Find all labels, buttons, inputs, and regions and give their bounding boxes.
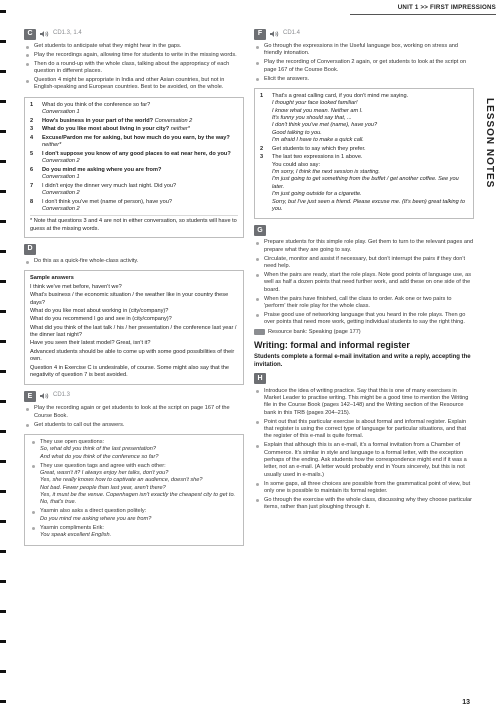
section-h-head: [254, 373, 474, 385]
answer-bullet: They use question tags and agree with each other: Great, wasn't it? I always enjoy her talks, don't you? Yes, she really knows how to captivate an audience, doesn't she? Not bad. Fewer people than last year, aren't there? Yes, it must be the venue. Copenhagen isn't exactly the cheapest city to get to. No, that's true.: [30, 463, 238, 507]
bullet: When the pairs are ready, start the role plays. Note good points of language use, as well as half a dozen points that need further work, and add these on one side of the board.: [254, 272, 474, 294]
bullet: Go through the exercise with the whole class, discussing why they choose particular items, rather than just ploughing through it.: [254, 497, 474, 512]
bullet: Get students to anticipate what they might hear in the gaps.: [24, 43, 244, 50]
header-divider: [350, 14, 496, 15]
answers-c-box: [24, 97, 244, 238]
bullet: Elicit the answers.: [254, 76, 474, 83]
side-label: LESSON NOTES: [484, 98, 495, 189]
audio-label: CD1.3, 1.4: [53, 30, 82, 37]
bullet: Prepare students for this simple role play. Get them to turn to the relevant pages and prepare what they are going to say.: [254, 239, 474, 254]
bullet: Then do a round-up with the whole class, talking about the appropriacy of each question in different places.: [24, 61, 244, 76]
section-e-head: [24, 390, 244, 402]
bullet: Play the recordings again, allowing time for students to write in the missing words.: [24, 52, 244, 59]
resource-bank: [254, 329, 474, 336]
section-g-bullets: [254, 239, 474, 326]
sample-line: What's business / the economic situation / the weather like in your country these days?: [30, 292, 229, 306]
bullet: Point out that this particular exercise is about formal and informal register. Explain that register is using the correct type of language for particular situations, and that the register of this e-mail is quite formal.: [254, 419, 474, 441]
bullet: Do this as a quick-fire whole-class activity.: [24, 258, 244, 265]
bullet: When the pairs have finished, call the class to order. Ask one or two pairs to 'perform' their role play for the whole class.: [254, 296, 474, 311]
section-letter: H: [254, 373, 266, 384]
answer-item: 3 What do you like most about living in your city? neither*: [30, 126, 190, 133]
sample-line: What do you recommend I go and see in (city/company)?: [30, 316, 172, 323]
bullet: Introduce the idea of writing practice. Say that this is one of many exercises in Market Leader to practise writing. This might be a good time to mention the Writing file in the Course Book (pages 142–148) and the Writing section of the Resource bank in this TRB (pages 204–215).: [254, 388, 474, 418]
answer-bullet: Yasmin also asks a direct question politely: Do you mind me asking where you are from?: [30, 508, 238, 523]
bullet: Question 4 might be appropriate in India and other Asian countries, but not in English-speaking and European countries. Best to be avoided, on the whole.: [24, 77, 244, 92]
section-letter: D: [24, 244, 36, 255]
bullet: Play the recording again or get students to look at the script on page 167 of the Course Book.: [24, 405, 244, 420]
section-g-head: [254, 224, 474, 236]
section-e-bullets: [24, 405, 244, 429]
sample-title: Sample answers: [30, 275, 74, 282]
answer-item: 4 Excuse/Pardon me for asking, but how much do you earn, by the way? neither*: [30, 134, 230, 149]
sample-line: What do you like most about working in (city/company)?: [30, 307, 169, 314]
sample-line: Advanced students should be able to come up with some good possibilities of their own.: [30, 348, 235, 363]
sample-line: What did you think of the last talk / his / her presentation / the conference last year / the dinner last night?: [30, 324, 237, 339]
sample-line: Question 4 in Exercise C is undesirable, of course. Some might also say that the negativity of question 7 is best avoided.: [30, 364, 229, 378]
bullet: Praise good use of networking language that you heard in the role plays. Then go over points that need more work, getting individual students to say the right thing.: [254, 312, 474, 327]
page-header: UNIT 1 >> FIRST IMPRESSIONS: [397, 4, 496, 11]
answers-f-box: [254, 88, 474, 220]
resource-text: Resource bank: Speaking (page 177): [268, 328, 361, 335]
answer-bullet: They use open questions: So, what did you think of the last presentation? And what do you think of the conference so far?: [30, 439, 238, 461]
bullet: Play the recording of Conversation 2 again, or get students to look at the script on page 167 of the Course Book.: [254, 59, 474, 74]
answers-e-box: [24, 434, 244, 546]
section-f-bullets: [254, 43, 474, 83]
left-column: [24, 28, 244, 551]
page-number: 13: [462, 698, 470, 706]
answer-item: 8 I don't think you've met (name of person), have you? Conversation 2: [30, 198, 172, 212]
writing-subtitle: Students complete a formal e-mail invitation and write a reply, accepting the invitation.: [254, 353, 471, 368]
answer-item: 2 How's business in your part of the world? Conversation 2: [30, 117, 193, 124]
section-d-head: [24, 243, 244, 255]
footnote: * Note that questions 3 and 4 are not in either conversation, so students will have to guess at the missing words.: [30, 215, 238, 233]
answer-item: 5 I don't suppose you know of any good places to eat near here, do you? Conversation 2: [30, 150, 231, 165]
answer-item: 6 Do you mind me asking where you are from? Conversation 1: [30, 166, 162, 181]
section-letter: F: [254, 29, 266, 40]
section-letter: G: [254, 225, 266, 236]
section-letter: E: [24, 391, 36, 402]
section-letter: C: [24, 29, 36, 40]
section-f-head: [254, 28, 474, 40]
section-d-bullets: [24, 258, 244, 265]
answer-item: 1 That's a great calling card, if you don't mind me saying. I thought your face looked familiar! I know what you mean. Neither am I. It's funny you should say that, ... I don't think you've met (name), have you? Good talking to you. I'm afraid I have to make a quick call.: [260, 92, 409, 144]
audio-label: CD1.3: [53, 392, 71, 399]
sample-line: I think we've met before, haven't we?: [30, 283, 122, 290]
bullet: Explain that although this is an e-mail, it's a formal invitation from a Chamber of Commerce. It's similar in style and language to a formal letter, with the exception perhaps of the ending. Ask students how the correspondence might end if it was a letter, not an e-mail. (A letter would probably end in Yours sincerely, but this is not usually used in e-mails.): [254, 442, 474, 479]
section-c-head: [24, 28, 244, 40]
bullet: Circulate, monitor and assist if necessary, but don't interrupt the pairs if they don't need help.: [254, 256, 474, 271]
audio-icon: [40, 30, 49, 38]
bullet: Go through the expressions in the Useful language box, working on stress and friendly intonation.: [254, 43, 474, 58]
section-c-bullets: [24, 43, 244, 92]
bullet: Get students to call out the answers.: [24, 422, 244, 429]
binding-marks: [0, 0, 7, 711]
audio-icon: [40, 392, 49, 400]
writing-title: Writing: formal and informal register: [254, 339, 410, 350]
answer-item: 3 The last two expressions in 1 above. You could also say: I'm sorry, I think the next session is starting. I'm just going to get something from the buffet / get another coffee. See you later. I'm just going outside for a cigarette. Sorry, but I've just seen a friend. Please excuse me. (It's been) great talking to you.: [260, 154, 465, 212]
sample-answers-box: [24, 270, 244, 385]
sample-line: Have you seen their latest model? Great, isn't it?: [30, 340, 151, 347]
audio-icon: [270, 30, 279, 38]
answer-item: 1 What do you think of the conference so far? Conversation 1: [30, 101, 151, 116]
bullet: In some gaps, all three choices are possible from the grammatical point of view, but only one is possible to maintain its formal register.: [254, 481, 474, 496]
answer-bullet: Yasmin compliments Erik: You speak excellent English.: [30, 525, 238, 540]
section-h-bullets: [254, 388, 474, 512]
resource-icon: [254, 329, 265, 335]
audio-label: CD1.4: [283, 30, 301, 37]
answer-item: 2 Get students to say which they prefer.: [260, 145, 366, 152]
answer-item: 7 I didn't enjoy the dinner very much last night. Did you? Conversation 2: [30, 182, 177, 196]
right-column: [254, 28, 474, 513]
